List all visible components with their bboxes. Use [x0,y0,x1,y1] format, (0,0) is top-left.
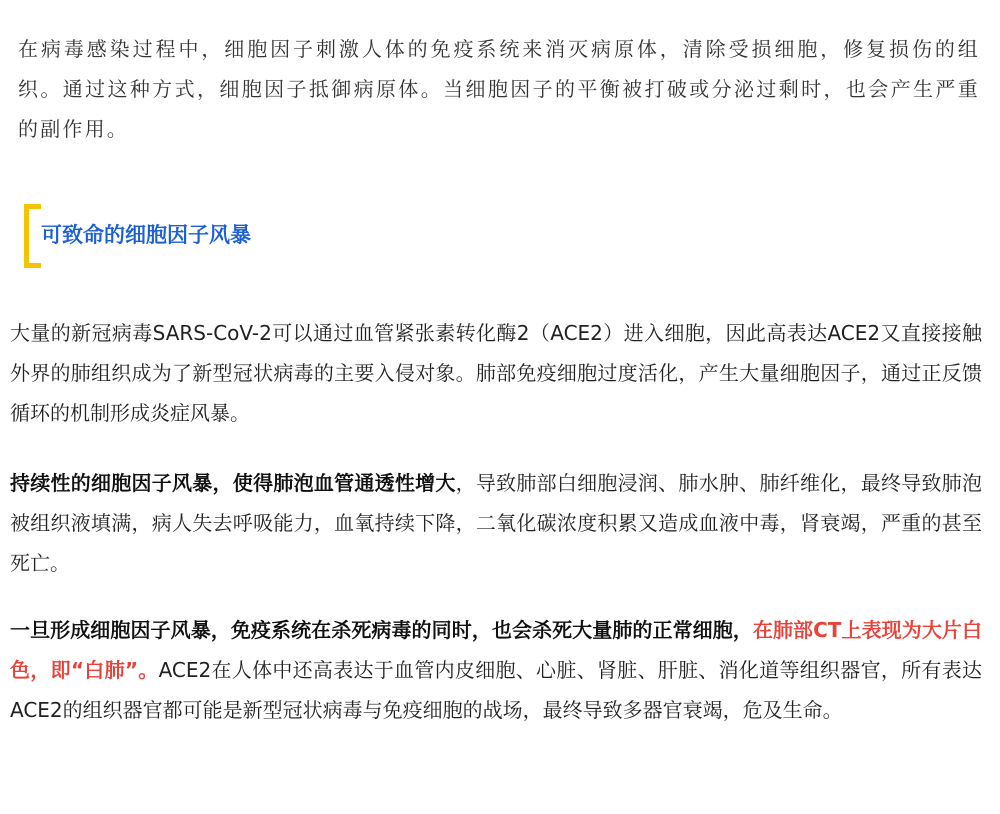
intro-text: 在病毒感染过程中，细胞因子刺激人体的免疫系统来消灭病原体，清除受损细胞，修复损伤的组织。通过这种方式，细胞因子抵御病原体。当细胞因子的平衡被打破或分泌过剩时，也会产生严重的副作用。 [18,37,980,141]
section-title: 可致命的细胞因子风暴 [41,223,251,247]
paragraph-white-lung [10,610,982,730]
intro-paragraph [18,29,980,149]
heading-bracket-top [24,204,41,209]
paragraph-persistent-storm-bold: 持续性的细胞因子风暴，使得肺泡血管通透性增大 [10,471,456,495]
paragraph-ace2-entry [10,313,982,433]
paragraph-persistent-storm [10,463,982,583]
paragraph-ace2-entry-text: 大量的新冠病毒SARS-CoV-2可以通过血管紧张素转化酶2（ACE2）进入细胞，因此高表达ACE2又直接接触外界的肺组织成为了新型冠状病毒的主要入侵对象。肺部免疫细胞过度活化，产生大量细胞因子，通过正反馈循环的机制形成炎症风暴。 [10,321,982,425]
heading-bracket-bottom [24,263,41,268]
section-heading [24,204,424,268]
paragraph-white-lung-text: ACE2在人体中还高表达于血管内皮细胞、心脏、肾脏、肝脏、消化道等组织器官，所有表达ACE2的组织器官都可能是新型冠状病毒与免疫细胞的战场，最终导致多器官衰竭，危及生命。 [10,658,982,722]
paragraph-white-lung-bold: 一旦形成细胞因子风暴，免疫系统在杀死病毒的同时，也会杀死大量肺的正常细胞， [10,618,753,642]
paragraph-persistent-storm-text: ，导致肺部白细胞浸润、肺水肿、肺纤维化，最终导致肺泡被组织液填满，病人失去呼吸能力，血氧持续下降，二氧化碳浓度积累又造成血液中毒，肾衰竭，严重的甚至死亡。 [10,471,983,575]
paragraph-white-lung-highlight: 在肺部CT上表现为大片白色，即“白肺”。 [10,618,982,682]
heading-bracket-bar [24,204,29,268]
